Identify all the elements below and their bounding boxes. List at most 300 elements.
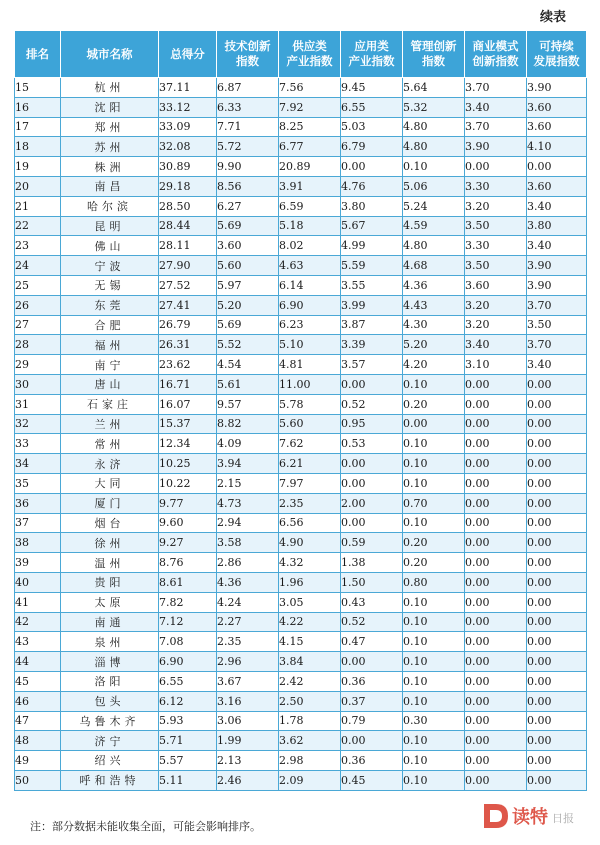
cell-city: 包头 [61,691,159,711]
cell-mgmt: 4.68 [403,256,465,276]
table-row [15,632,587,652]
cell-sust: 3.90 [527,256,587,276]
cell-total: 15.37 [159,414,217,434]
cell-total: 6.55 [159,671,217,691]
cell-mgmt: 0.20 [403,533,465,553]
cell-supply: 2.09 [279,770,341,790]
cell-sust: 3.40 [527,355,587,375]
cell-sust: 0.00 [527,157,587,177]
cell-total: 8.76 [159,553,217,573]
cell-total: 5.57 [159,751,217,771]
cell-app: 0.00 [341,731,403,751]
cell-total: 5.93 [159,711,217,731]
cell-total: 27.90 [159,256,217,276]
cell-supply: 5.78 [279,394,341,414]
cell-biz: 0.00 [465,592,527,612]
continued-label: 续表 [539,10,566,25]
cell-supply: 6.77 [279,137,341,157]
cell-supply: 6.59 [279,196,341,216]
cell-app: 0.00 [341,473,403,493]
cell-biz: 0.00 [465,612,527,632]
cell-sust: 0.00 [527,374,587,394]
cell-mgmt: 4.80 [403,137,465,157]
cell-rank: 42 [15,612,61,632]
cell-app: 0.37 [341,691,403,711]
cell-sust: 0.00 [527,572,587,592]
cell-rank: 23 [15,236,61,256]
cell-app: 3.87 [341,315,403,335]
ranking-table [14,30,587,791]
table-row [15,572,587,592]
cell-city: 绍兴 [61,751,159,771]
cell-app: 4.76 [341,176,403,196]
header-supply: 供应类 产业指数 [279,31,341,78]
cell-biz: 0.00 [465,533,527,553]
cell-app: 0.95 [341,414,403,434]
cell-sust: 4.10 [527,137,587,157]
cell-city: 呼和浩特 [61,770,159,790]
cell-mgmt: 0.80 [403,572,465,592]
cell-app: 0.36 [341,751,403,771]
cell-supply: 6.56 [279,513,341,533]
cell-supply: 2.42 [279,671,341,691]
cell-supply: 4.22 [279,612,341,632]
cell-sust: 0.00 [527,394,587,414]
cell-biz: 0.00 [465,711,527,731]
cell-rank: 34 [15,454,61,474]
cell-sust: 0.00 [527,612,587,632]
cell-rank: 44 [15,652,61,672]
cell-rank: 40 [15,572,61,592]
cell-sust: 0.00 [527,553,587,573]
cell-mgmt: 0.20 [403,394,465,414]
cell-total: 27.52 [159,275,217,295]
cell-rank: 20 [15,176,61,196]
cell-sust: 3.60 [527,176,587,196]
cell-city: 哈尔滨 [61,196,159,216]
cell-tech: 6.87 [217,78,279,98]
cell-total: 26.79 [159,315,217,335]
cell-sust: 3.60 [527,97,587,117]
cell-biz: 3.40 [465,97,527,117]
cell-sust: 3.60 [527,117,587,137]
header-tech: 技术创新 指数 [217,31,279,78]
cell-tech: 2.13 [217,751,279,771]
cell-tech: 5.72 [217,137,279,157]
cell-mgmt: 0.20 [403,553,465,573]
cell-tech: 5.69 [217,315,279,335]
cell-rank: 46 [15,691,61,711]
cell-biz: 0.00 [465,770,527,790]
cell-total: 30.89 [159,157,217,177]
cell-biz: 3.70 [465,78,527,98]
cell-mgmt: 5.32 [403,97,465,117]
cell-biz: 0.00 [465,691,527,711]
cell-total: 6.90 [159,652,217,672]
cell-tech: 5.52 [217,335,279,355]
cell-app: 0.47 [341,632,403,652]
cell-total: 23.62 [159,355,217,375]
cell-mgmt: 0.10 [403,374,465,394]
cell-app: 9.45 [341,78,403,98]
cell-tech: 6.33 [217,97,279,117]
cell-city: 乌鲁木齐 [61,711,159,731]
cell-app: 6.55 [341,97,403,117]
cell-total: 5.71 [159,731,217,751]
cell-supply: 3.62 [279,731,341,751]
cell-mgmt: 0.10 [403,592,465,612]
cell-city: 洛阳 [61,671,159,691]
cell-tech: 2.96 [217,652,279,672]
cell-city: 厦门 [61,493,159,513]
cell-tech: 5.60 [217,256,279,276]
cell-city: 佛山 [61,236,159,256]
cell-city: 济宁 [61,731,159,751]
cell-city: 贵阳 [61,572,159,592]
table-body [15,78,587,791]
cell-total: 33.12 [159,97,217,117]
cell-sust: 0.00 [527,513,587,533]
table-row [15,176,587,196]
table-row [15,117,587,137]
cell-sust: 0.00 [527,473,587,493]
cell-supply: 5.10 [279,335,341,355]
cell-biz: 3.30 [465,236,527,256]
cell-tech: 3.58 [217,533,279,553]
cell-mgmt: 0.10 [403,632,465,652]
cell-total: 7.82 [159,592,217,612]
cell-mgmt: 0.70 [403,493,465,513]
cell-mgmt: 0.30 [403,711,465,731]
cell-supply: 8.25 [279,117,341,137]
cell-app: 0.79 [341,711,403,731]
cell-supply: 8.02 [279,236,341,256]
table-row [15,434,587,454]
cell-tech: 5.97 [217,275,279,295]
cell-total: 7.08 [159,632,217,652]
cell-rank: 49 [15,751,61,771]
cell-city: 无锡 [61,275,159,295]
cell-city: 宁波 [61,256,159,276]
cell-biz: 0.00 [465,157,527,177]
cell-sust: 0.00 [527,731,587,751]
cell-tech: 5.20 [217,295,279,315]
cell-biz: 0.00 [465,632,527,652]
cell-supply: 2.98 [279,751,341,771]
cell-mgmt: 4.30 [403,315,465,335]
cell-biz: 3.90 [465,137,527,157]
cell-tech: 2.86 [217,553,279,573]
watermark-text: 读特 [512,807,548,828]
cell-city: 兰州 [61,414,159,434]
cell-city: 大同 [61,473,159,493]
cell-total: 27.41 [159,295,217,315]
cell-tech: 2.15 [217,473,279,493]
cell-tech: 8.82 [217,414,279,434]
cell-biz: 3.40 [465,335,527,355]
cell-sust: 0.00 [527,691,587,711]
cell-city: 南昌 [61,176,159,196]
cell-app: 0.43 [341,592,403,612]
cell-city: 温州 [61,553,159,573]
cell-app: 3.80 [341,196,403,216]
cell-total: 5.11 [159,770,217,790]
cell-mgmt: 0.10 [403,513,465,533]
table-header [15,31,587,78]
cell-city: 株洲 [61,157,159,177]
cell-total: 10.25 [159,454,217,474]
svg-text:日报: 日报 [552,812,574,825]
cell-sust: 3.90 [527,78,587,98]
cell-app: 0.00 [341,454,403,474]
cell-tech: 5.69 [217,216,279,236]
cell-app: 5.67 [341,216,403,236]
cell-sust: 0.00 [527,652,587,672]
cell-biz: 0.00 [465,414,527,434]
cell-total: 16.07 [159,394,217,414]
cell-supply: 7.62 [279,434,341,454]
cell-tech: 1.99 [217,731,279,751]
cell-tech: 9.90 [217,157,279,177]
table-row [15,355,587,375]
cell-mgmt: 0.10 [403,691,465,711]
cell-app: 0.00 [341,513,403,533]
cell-rank: 32 [15,414,61,434]
cell-city: 沈阳 [61,97,159,117]
cell-supply: 4.63 [279,256,341,276]
cell-rank: 38 [15,533,61,553]
cell-mgmt: 0.10 [403,731,465,751]
cell-city: 太原 [61,592,159,612]
cell-total: 12.34 [159,434,217,454]
cell-sust: 3.90 [527,275,587,295]
table-row [15,157,587,177]
cell-rank: 39 [15,553,61,573]
cell-biz: 3.50 [465,256,527,276]
table-row [15,275,587,295]
cell-biz: 0.00 [465,731,527,751]
cell-biz: 0.00 [465,434,527,454]
cell-rank: 31 [15,394,61,414]
cell-supply: 6.14 [279,275,341,295]
cell-rank: 25 [15,275,61,295]
cell-biz: 0.00 [465,513,527,533]
table-row [15,335,587,355]
cell-sust: 0.00 [527,751,587,771]
cell-city: 泉州 [61,632,159,652]
cell-app: 1.50 [341,572,403,592]
cell-app: 0.36 [341,671,403,691]
cell-rank: 50 [15,770,61,790]
cell-mgmt: 0.10 [403,473,465,493]
cell-tech: 4.36 [217,572,279,592]
cell-tech: 9.57 [217,394,279,414]
cell-total: 16.71 [159,374,217,394]
cell-rank: 48 [15,731,61,751]
table-row [15,553,587,573]
cell-biz: 3.20 [465,196,527,216]
table-row [15,196,587,216]
cell-supply: 1.96 [279,572,341,592]
cell-sust: 0.00 [527,632,587,652]
header-app: 应用类 产业指数 [341,31,403,78]
cell-app: 2.00 [341,493,403,513]
cell-tech: 3.16 [217,691,279,711]
cell-sust: 3.40 [527,196,587,216]
cell-supply: 6.90 [279,295,341,315]
cell-city: 永济 [61,454,159,474]
cell-app: 0.00 [341,374,403,394]
table-row [15,454,587,474]
cell-rank: 35 [15,473,61,493]
cell-city: 郑州 [61,117,159,137]
cell-app: 3.39 [341,335,403,355]
cell-city: 杭州 [61,78,159,98]
cell-total: 33.09 [159,117,217,137]
cell-city: 唐山 [61,374,159,394]
cell-rank: 29 [15,355,61,375]
cell-app: 0.52 [341,612,403,632]
cell-mgmt: 5.20 [403,335,465,355]
cell-supply: 1.78 [279,711,341,731]
cell-app: 6.79 [341,137,403,157]
cell-mgmt: 0.10 [403,157,465,177]
table-row [15,374,587,394]
cell-rank: 21 [15,196,61,216]
table-row [15,414,587,434]
cell-app: 4.99 [341,236,403,256]
cell-biz: 0.00 [465,671,527,691]
table-row [15,612,587,632]
cell-rank: 15 [15,78,61,98]
cell-biz: 3.60 [465,275,527,295]
cell-supply: 6.23 [279,315,341,335]
cell-total: 8.61 [159,572,217,592]
cell-total: 26.31 [159,335,217,355]
table-row [15,315,587,335]
cell-rank: 33 [15,434,61,454]
cell-city: 昆明 [61,216,159,236]
cell-biz: 0.00 [465,374,527,394]
cell-biz: 3.20 [465,315,527,335]
cell-tech: 4.54 [217,355,279,375]
cell-total: 29.18 [159,176,217,196]
cell-sust: 0.00 [527,414,587,434]
table-row [15,691,587,711]
cell-sust: 0.00 [527,454,587,474]
cell-mgmt: 0.10 [403,454,465,474]
cell-app: 1.38 [341,553,403,573]
cell-tech: 5.61 [217,374,279,394]
cell-mgmt: 0.10 [403,751,465,771]
cell-rank: 28 [15,335,61,355]
table-row [15,295,587,315]
header-city: 城市名称 [61,31,159,78]
cell-total: 28.44 [159,216,217,236]
cell-tech: 2.27 [217,612,279,632]
table-row [15,751,587,771]
cell-app: 0.52 [341,394,403,414]
table-row [15,513,587,533]
table-row [15,394,587,414]
table-row [15,671,587,691]
cell-rank: 22 [15,216,61,236]
cell-city: 东莞 [61,295,159,315]
cell-sust: 0.00 [527,770,587,790]
cell-city: 淄博 [61,652,159,672]
cell-city: 烟台 [61,513,159,533]
cell-supply: 4.81 [279,355,341,375]
cell-mgmt: 0.10 [403,612,465,632]
cell-app: 0.59 [341,533,403,553]
cell-tech: 3.06 [217,711,279,731]
cell-mgmt: 4.59 [403,216,465,236]
cell-biz: 3.30 [465,176,527,196]
cell-supply: 3.84 [279,652,341,672]
cell-biz: 0.00 [465,493,527,513]
cell-biz: 0.00 [465,572,527,592]
cell-rank: 36 [15,493,61,513]
cell-rank: 45 [15,671,61,691]
cell-rank: 37 [15,513,61,533]
cell-rank: 18 [15,137,61,157]
cell-supply: 4.32 [279,553,341,573]
header-mgmt: 管理创新 指数 [403,31,465,78]
cell-tech: 3.60 [217,236,279,256]
cell-supply: 5.60 [279,414,341,434]
cell-mgmt: 0.10 [403,652,465,672]
cell-app: 5.59 [341,256,403,276]
table-row [15,473,587,493]
cell-total: 28.11 [159,236,217,256]
cell-total: 10.22 [159,473,217,493]
cell-biz: 3.10 [465,355,527,375]
cell-total: 32.08 [159,137,217,157]
cell-supply: 5.18 [279,216,341,236]
cell-tech: 2.94 [217,513,279,533]
cell-total: 37.11 [159,78,217,98]
cell-city: 石家庄 [61,394,159,414]
cell-total: 28.50 [159,196,217,216]
cell-sust: 3.70 [527,335,587,355]
cell-rank: 26 [15,295,61,315]
cell-mgmt: 5.06 [403,176,465,196]
cell-tech: 7.71 [217,117,279,137]
cell-supply: 3.05 [279,592,341,612]
cell-sust: 0.00 [527,592,587,612]
cell-mgmt: 5.64 [403,78,465,98]
header-biz: 商业模式 创新指数 [465,31,527,78]
table-row [15,137,587,157]
cell-mgmt: 0.10 [403,434,465,454]
cell-tech: 4.09 [217,434,279,454]
table-row [15,533,587,553]
cell-sust: 3.40 [527,236,587,256]
cell-rank: 43 [15,632,61,652]
footnote: 注：部分数据未能收集全面，可能会影响排序。 [30,820,261,833]
cell-city: 福州 [61,335,159,355]
table-row [15,731,587,751]
cell-sust: 0.00 [527,493,587,513]
cell-biz: 0.00 [465,394,527,414]
cell-sust: 0.00 [527,533,587,553]
cell-sust: 3.50 [527,315,587,335]
cell-tech: 3.94 [217,454,279,474]
table-row [15,78,587,98]
table-row [15,493,587,513]
table-row [15,711,587,731]
cell-mgmt: 4.80 [403,236,465,256]
